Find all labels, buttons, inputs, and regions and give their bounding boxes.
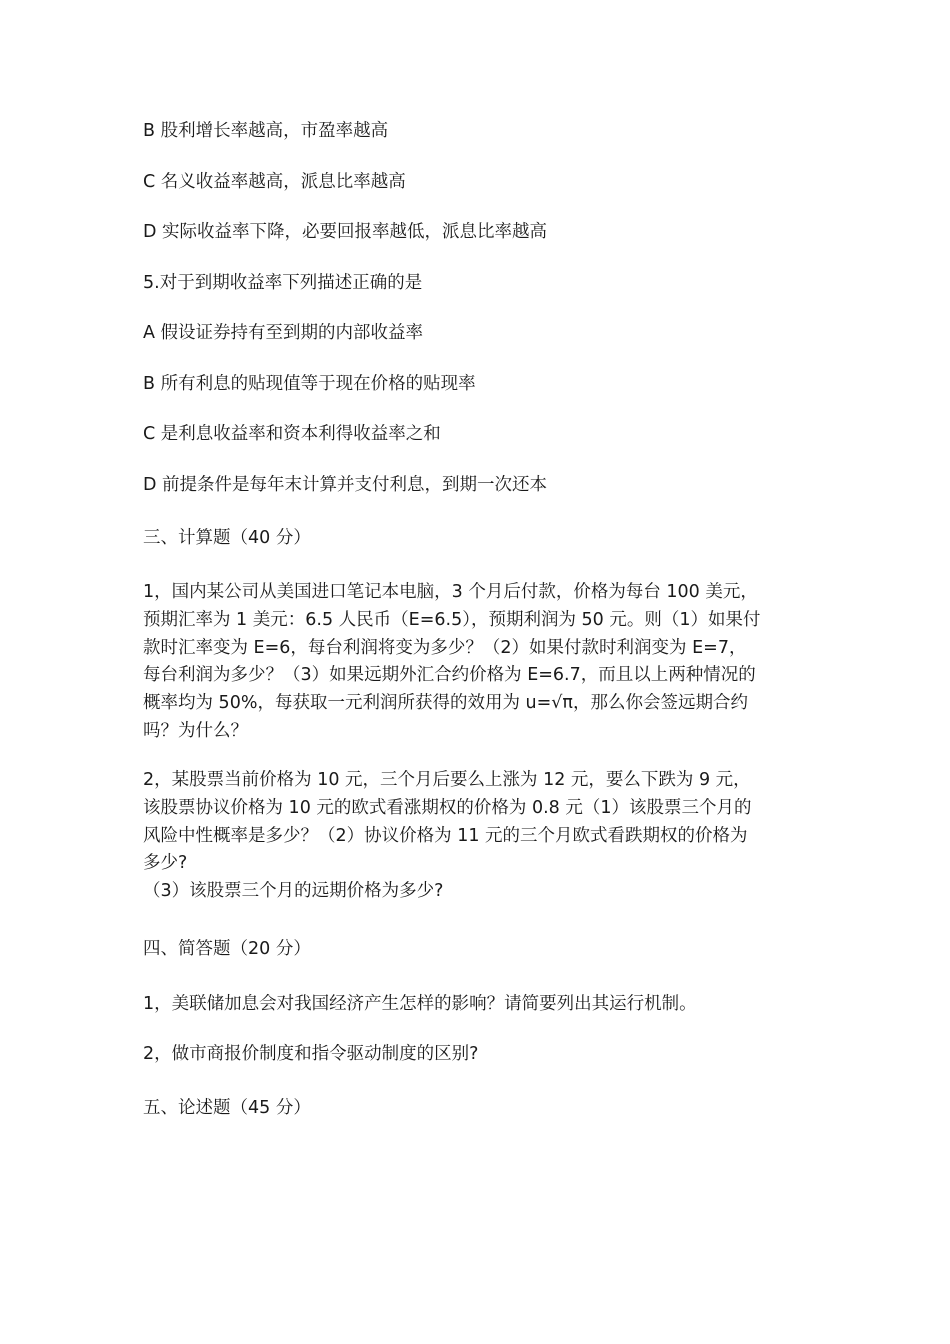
option-c-nominal-yield: C 名义收益率越高，派息比率越高 (143, 172, 406, 192)
short-answer-question-2: 2，做市商报价制度和指令驱动制度的区别? (143, 1044, 479, 1064)
option-b-discount-rate: B 所有利息的贴现值等于现在价格的贴现率 (143, 374, 476, 394)
q2-line: 该股票协议价格为 10 元的欧式看涨期权的价格为 0.8 元（1）该股票三个月的 (143, 797, 752, 818)
q2-line: 风险中性概率是多少？（2）协议价格为 11 元的三个月欧式看跌期权的价格为 (143, 825, 748, 846)
calc-question-1 (143, 579, 818, 746)
q1-line: 每台利润为多少？（3）如果远期外汇合约价格为 E=6.7，而且以上两种情况的 (143, 665, 756, 686)
q1-line: 1，国内某公司从美国进口笔记本电脑，3 个月后付款，价格为每台 100 美元， (143, 582, 758, 602)
q1-line: 吗？为什么？ (143, 720, 248, 741)
option-d-annual-interest: D 前提条件是每年末计算并支付利息，到期一次还本 (143, 475, 548, 495)
option-b-dividend-growth: B 股利增长率越高，市盈率越高 (143, 121, 389, 141)
q1-line: 款时汇率变为 E=6，每台利润将变为多少？（2）如果付款时利润变为 E=7， (143, 637, 747, 658)
q2-line: （3）该股票三个月的远期价格为多少? (143, 881, 444, 902)
q1-line: 概率均为 50%，每获取一元利润所获得的效用为 u=√π，那么你会签远期合约 (143, 693, 748, 714)
q2-line: 2，某股票当前价格为 10 元，三个月后要么上涨为 12 元，要么下跌为 9 元， (143, 770, 751, 790)
question-5-title: 5.对于到期收益率下列描述正确的是 (143, 273, 423, 293)
section-5-heading: 五、论述题（45 分） (143, 1098, 311, 1118)
section-3-heading: 三、计算题（40 分） (143, 528, 311, 548)
short-answer-question-1: 1，美联储加息会对我国经济产生怎样的影响？请简要列出其运行机制。 (143, 994, 697, 1014)
option-d-real-yield: D 实际收益率下降，必要回报率越低，派息比率越高 (143, 222, 548, 242)
calc-question-2 (143, 767, 818, 906)
q1-line: 预期汇率为 1 美元：6.5 人民币（E=6.5），预期利润为 50 元。则（1）如果付 (143, 609, 761, 630)
option-a-irr: A 假设证券持有至到期的内部收益率 (143, 323, 424, 343)
option-c-sum-yields: C 是利息收益率和资本利得收益率之和 (143, 424, 441, 444)
section-4-heading: 四、简答题（20 分） (143, 939, 311, 959)
q2-line: 多少? (143, 853, 188, 874)
